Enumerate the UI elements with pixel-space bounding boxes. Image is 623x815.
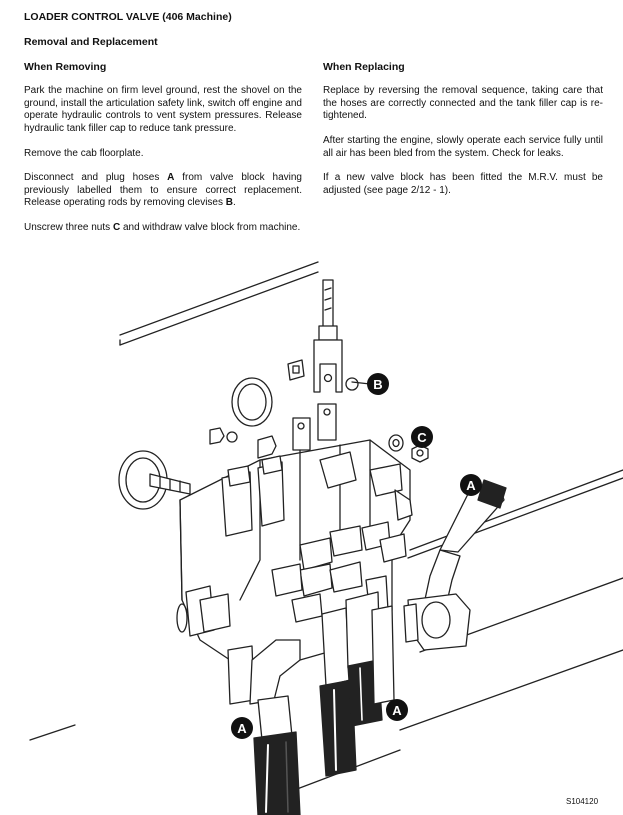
svg-text:B: B xyxy=(373,377,383,392)
svg-text:A: A xyxy=(466,478,476,493)
replacing-column xyxy=(323,61,603,210)
replacing-heading: When Replacing xyxy=(323,61,405,73)
removing-heading: When Removing xyxy=(24,61,107,73)
removing-column xyxy=(24,61,302,247)
callout-a-upper xyxy=(460,474,482,496)
replacing-step-2: After starting the engine, slowly operate each service fully until all air has been bled from the system. Check for leaks. xyxy=(323,135,603,159)
svg-text:A: A xyxy=(237,721,247,736)
callout-a-left xyxy=(231,717,253,739)
section-subtitle: Removal and Replacement xyxy=(24,36,158,48)
callout-b xyxy=(367,373,389,395)
removing-step-3: Disconnect and plug hoses A from valve block having previously labelled them to ensure correct replacement. Release operating rods by removing clevises B. xyxy=(24,172,302,209)
replacing-step-1: Replace by reversing the removal sequence, taking care that the hoses are correctly connected and the tank filler cap is re-tightened. xyxy=(323,85,603,122)
removing-step-1: Park the machine on firm level ground, rest the shovel on the ground, install the articulation safety link, switch off engine and operate hydraulic controls to vent system pressures. Release hydraulic tank filler cap to reduce tank pressure. xyxy=(24,85,302,134)
page-title: LOADER CONTROL VALVE (406 Machine) xyxy=(24,11,232,23)
callout-a-middle xyxy=(386,699,408,721)
svg-text:A: A xyxy=(392,703,402,718)
valve-block-illustration xyxy=(0,250,623,815)
svg-text:C: C xyxy=(417,430,427,445)
replacing-step-3: If a new valve block has been fitted the M.R.V. must be adjusted (see page 2/12 - 1). xyxy=(323,172,603,196)
callout-c xyxy=(411,426,433,448)
removing-step-2: Remove the cab floorplate. xyxy=(24,147,144,159)
figure-code: S104120 xyxy=(566,797,599,806)
removing-step-4: Unscrew three nuts C and withdraw valve block from machine. xyxy=(24,222,301,234)
